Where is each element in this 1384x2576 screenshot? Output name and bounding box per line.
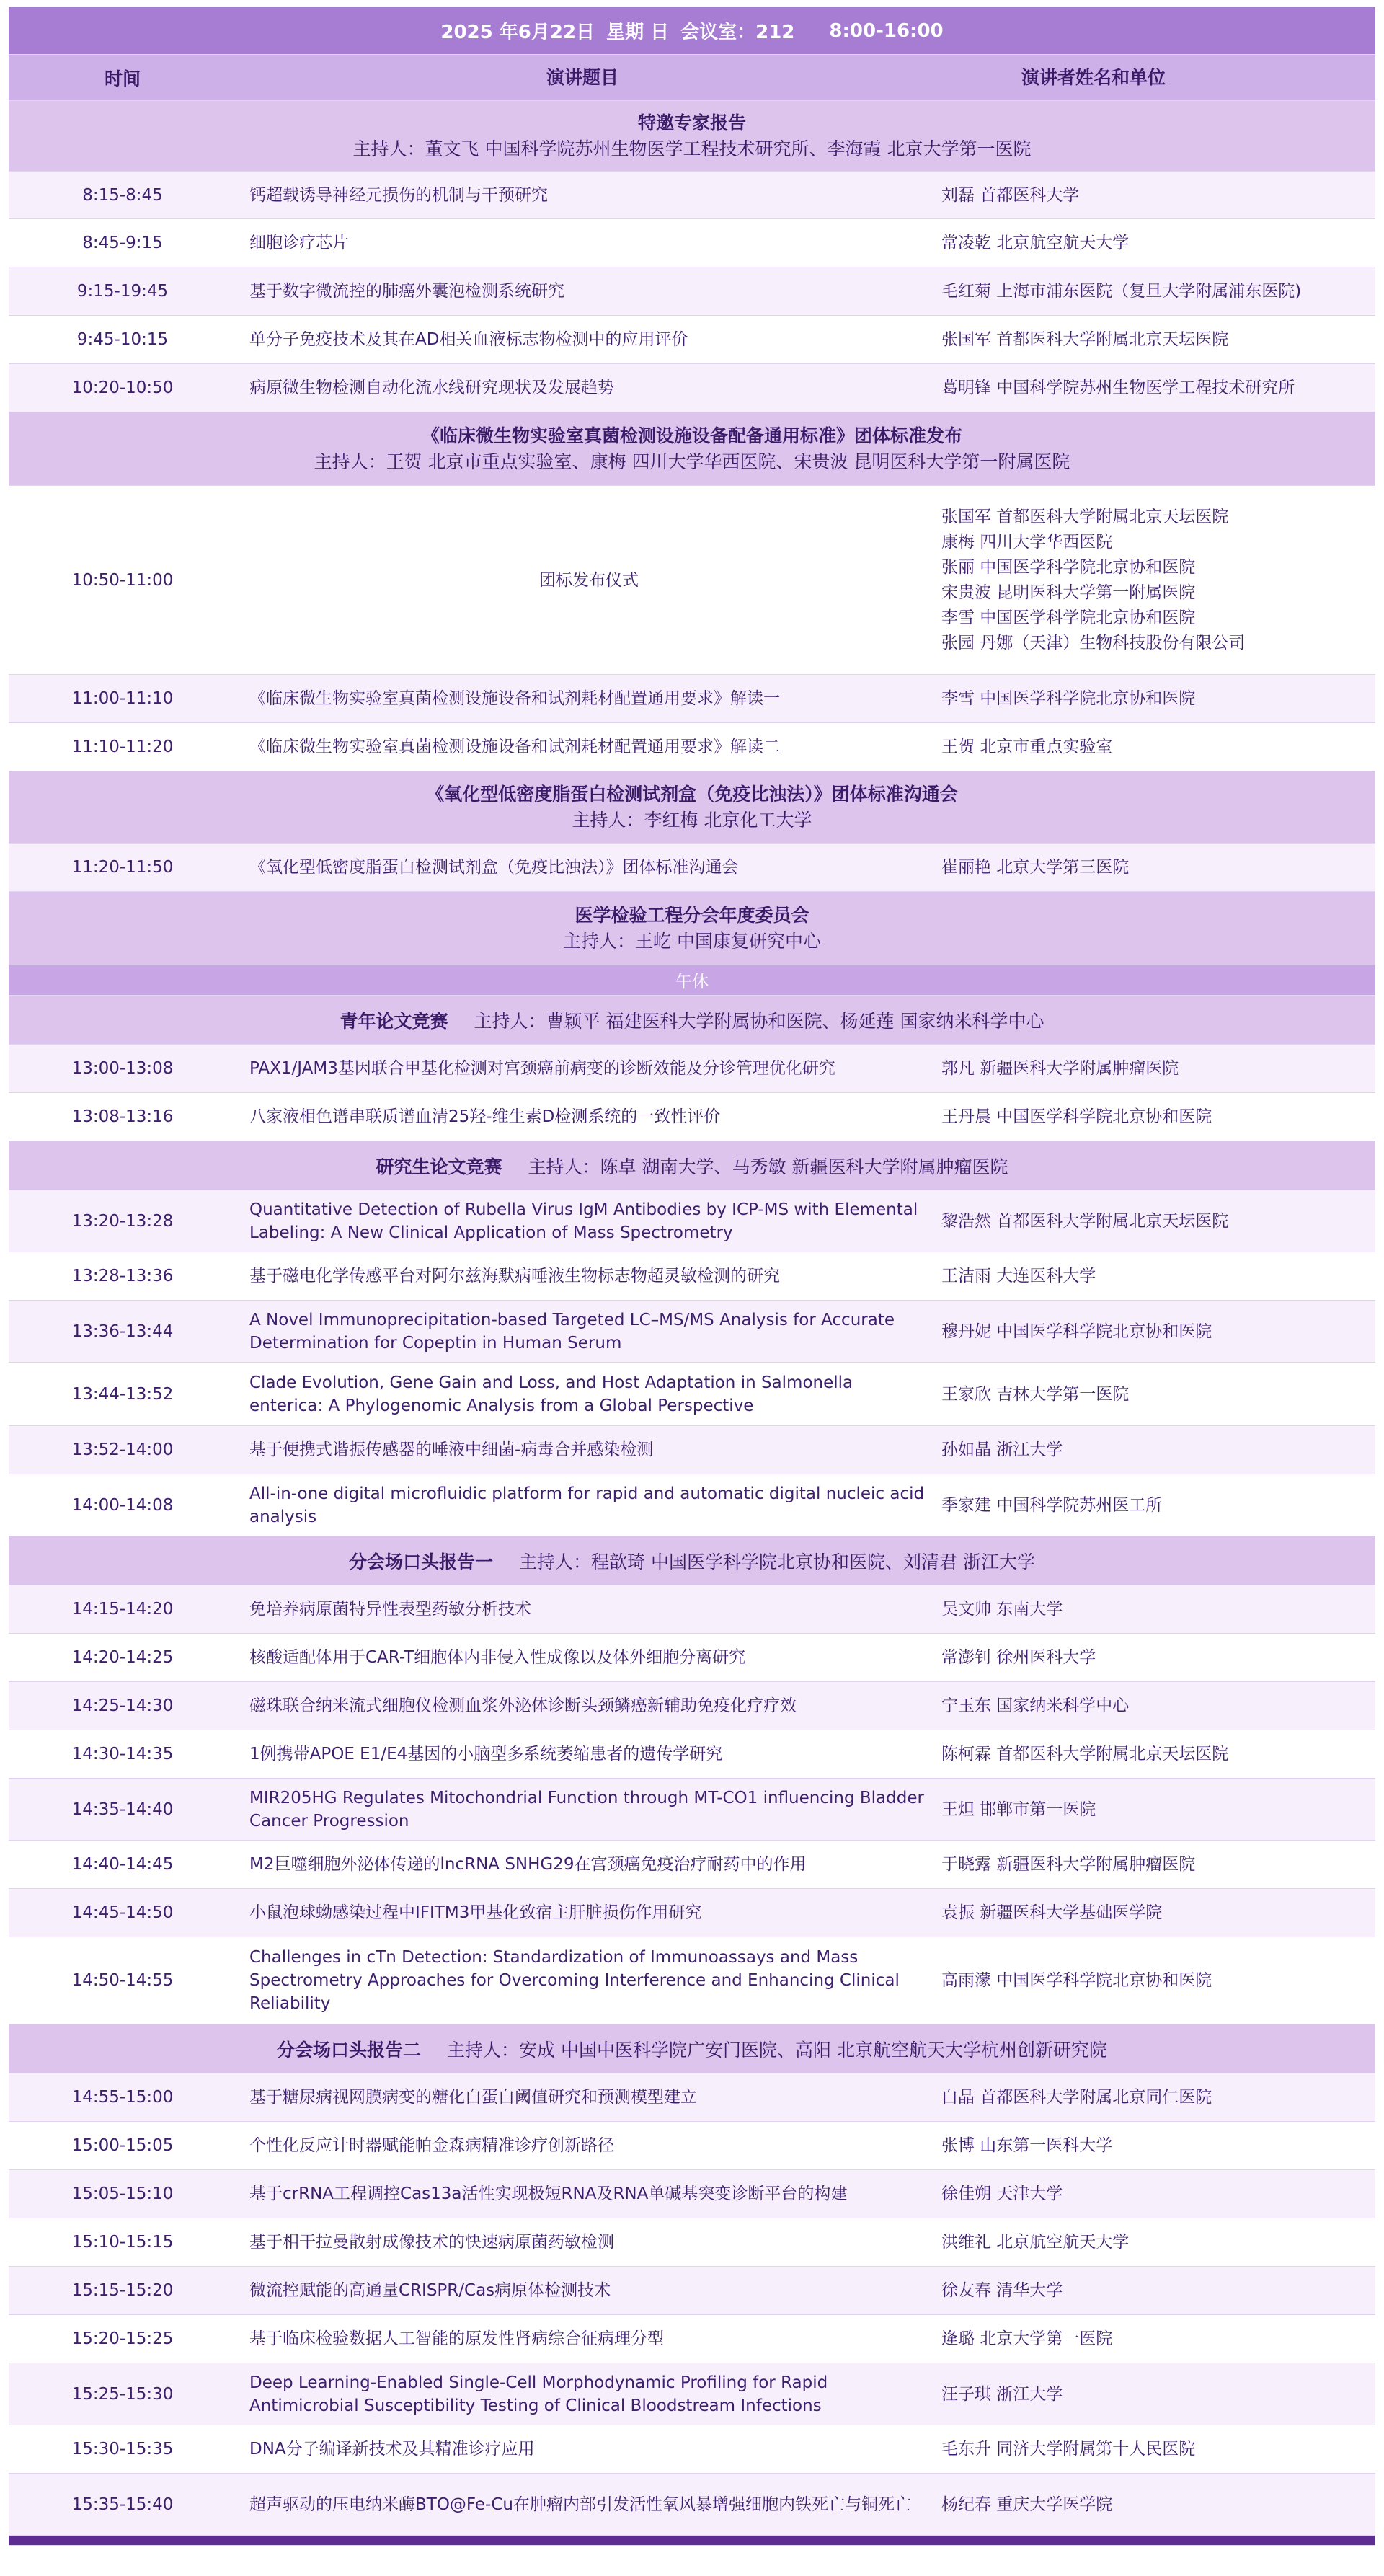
row-topic: 基于糖尿病视网膜病变的糖化白蛋白阈值研究和预测模型建立 xyxy=(249,2088,697,2107)
row-time: 13:08-13:16 xyxy=(71,1107,174,1126)
row-speaker: 黎浩然 首都医科大学附属北京天坛医院 xyxy=(941,1211,1229,1231)
session-weekday: 星期 日 xyxy=(606,22,670,43)
table-row xyxy=(9,2267,1375,2315)
table-row xyxy=(9,723,1375,771)
row-time: 10:20-10:50 xyxy=(71,379,174,397)
row-speaker: 袁振 新疆医科大学基础医学院 xyxy=(941,1903,1163,1922)
section-title: 医学检验工程分会年度委员会 xyxy=(575,904,809,926)
speaker-item: 康梅 四川大学华西医院 xyxy=(941,532,1113,552)
row-topic: 八家液相色谱串联质谱血清25羟-维生素D检测系统的一致性评价 xyxy=(249,1107,721,1126)
table-row xyxy=(9,364,1375,412)
row-speaker: 葛明锋 中国科学院苏州生物医学工程技术研究所 xyxy=(941,379,1295,397)
table-row xyxy=(9,2122,1375,2170)
row-speaker: 宁玉东 国家纳米科学中心 xyxy=(941,1696,1130,1715)
lunch-break-row xyxy=(9,965,1375,996)
row-time: 14:35-14:40 xyxy=(71,1800,174,1819)
table-row xyxy=(9,1426,1375,1474)
table-row xyxy=(9,1045,1375,1093)
row-speaker: 王贺 北京市重点实验室 xyxy=(941,738,1113,756)
row-time: 15:35-15:40 xyxy=(71,2495,174,2514)
row-time: 9:15-19:45 xyxy=(76,282,169,301)
session-time: 8:00-16:00 xyxy=(829,19,944,42)
row-topic: Deep Learning-Enabled Single-Cell Morphodynamic Profiling for Rapid Antimicrobial Susceptibility Testing of Clinical Bloodstream Infections xyxy=(249,2373,828,2415)
table-row xyxy=(9,1301,1375,1363)
table-row xyxy=(9,267,1375,316)
row-time: 9:45-10:15 xyxy=(76,330,169,349)
section-host: 主持人：王屹 中国康复研究中心 xyxy=(563,930,821,952)
row-topic: Challenges in cTn Detection: Standardization of Immunoassays and Mass Spectrometry Approaches for Overcoming Interference and Enhancing Clinical Reliability xyxy=(249,1948,900,2013)
row-time: 13:44-13:52 xyxy=(71,1384,174,1404)
row-speaker: 常澎钊 徐州医科大学 xyxy=(941,1648,1096,1667)
row-speaker: 张博 山东第一医科大学 xyxy=(941,2136,1113,2155)
row-topic: Quantitative Detection of Rubella Virus IgM Antibodies by ICP-MS with Elemental Labeling: A New Clinical Application of Mass Spectrometry xyxy=(249,1200,918,1242)
row-topic: 团标发布仪式 xyxy=(539,570,639,590)
row-speaker: 陈柯霖 首都医科大学附属北京天坛医院 xyxy=(941,1745,1229,1763)
row-time: 15:00-15:05 xyxy=(71,2136,174,2155)
schedule-title-bar xyxy=(9,7,1375,55)
row-topic: 1例携带APOE E1/E4基因的小脑型多系统萎缩患者的遗传学研究 xyxy=(249,1745,723,1763)
row-time: 11:20-11:50 xyxy=(71,858,174,877)
section-title: 青年论文竞赛 xyxy=(340,1010,448,1032)
table-row xyxy=(9,2073,1375,2122)
column-header-time: 时间 xyxy=(104,68,141,89)
row-topic: 基于数字微流控的肺癌外囊泡检测系统研究 xyxy=(249,282,564,301)
section-host: 主持人：李红梅 北京化工大学 xyxy=(572,809,812,831)
row-time: 13:20-13:28 xyxy=(71,1211,174,1231)
table-row xyxy=(9,1474,1375,1536)
table-row xyxy=(9,675,1375,723)
row-speaker: 孙如晶 浙江大学 xyxy=(941,1440,1063,1459)
row-speaker: 季家建 中国科学院苏州医工所 xyxy=(941,1495,1163,1515)
speaker-item: 张丽 中国医学科学院北京协和医院 xyxy=(941,557,1196,577)
row-topic: 基于临床检验数据人工智能的原发性肾病综合征病理分型 xyxy=(249,2329,664,2348)
section-host: 主持人：曹颖平 福建医科大学附属协和医院、杨延莲 国家纳米科学中心 xyxy=(474,1010,1044,1032)
row-topic: 《临床微生物实验室真菌检测设施设备和试剂耗材配置通用要求》解读二 xyxy=(249,738,780,756)
table-row xyxy=(9,1730,1375,1779)
row-time: 13:52-14:00 xyxy=(71,1440,174,1459)
row-time: 15:30-15:35 xyxy=(71,2440,174,2458)
table-row xyxy=(9,316,1375,364)
row-speaker: 白晶 首都医科大学附属北京同仁医院 xyxy=(941,2088,1212,2107)
row-time: 15:15-15:20 xyxy=(71,2281,174,2300)
column-header-speaker: 演讲者姓名和单位 xyxy=(1021,66,1166,88)
table-row xyxy=(9,1937,1375,2024)
row-topic: 超声驱动的压电纳米酶BTO@Fe-Cu在肿瘤内部引发活性氧风暴增强细胞内铁死亡与铜死亡 xyxy=(249,2495,911,2514)
column-header-topic: 演讲题目 xyxy=(546,66,618,88)
row-speaker: 高雨濛 中国医学科学院北京协和医院 xyxy=(941,1971,1212,1990)
row-topic: 微流控赋能的高通量CRISPR/Cas病原体检测技术 xyxy=(249,2281,611,2300)
table-row xyxy=(9,2315,1375,2363)
row-time: 15:25-15:30 xyxy=(71,2384,174,2404)
row-topic: A Novel Immunoprecipitation-based Targeted LC–MS/MS Analysis for Accurate Determination for Copeptin in Human Serum xyxy=(249,1310,895,1353)
row-topic: 基于crRNA工程调控Cas13a活性实现极短RNA及RNA单碱基突变诊断平台的构建 xyxy=(249,2185,848,2203)
row-time: 15:20-15:25 xyxy=(71,2329,174,2348)
table-row xyxy=(9,219,1375,267)
row-topic: 《临床微生物实验室真菌检测设施设备和试剂耗材配置通用要求》解读一 xyxy=(249,689,780,708)
section-standard1 xyxy=(9,412,1375,486)
schedule-table xyxy=(9,7,1375,2546)
row-speaker: 毛红菊 上海市浦东医院（复旦大学附属浦东医院) xyxy=(941,282,1302,301)
table-row xyxy=(9,2474,1375,2536)
row-topic: 核酸适配体用于CAR-T细胞体内非侵入性成像以及体外细胞分离研究 xyxy=(249,1648,746,1667)
row-time: 15:05-15:10 xyxy=(71,2185,174,2203)
speaker-item: 张国军 首都医科大学附属北京天坛医院 xyxy=(941,507,1229,526)
table-row xyxy=(9,2363,1375,2425)
row-time: 11:10-11:20 xyxy=(71,738,174,756)
row-topic: 钙超载诱导神经元损伤的机制与干预研究 xyxy=(249,185,548,205)
row-topic: 磁珠联合纳米流式细胞仪检测血浆外泌体诊断头颈鳞癌新辅助免疫化疗疗效 xyxy=(249,1696,797,1715)
row-time: 13:28-13:36 xyxy=(71,1267,174,1285)
row-time: 13:36-13:44 xyxy=(71,1322,174,1341)
table-row xyxy=(9,2170,1375,2218)
section-host: 主持人：安成 中国中医科学院广安门医院、高阳 北京航空航天大学杭州创新研究院 xyxy=(447,2039,1107,2061)
table-row xyxy=(9,1585,1375,1634)
row-topic: 基于相干拉曼散射成像技术的快速病原菌药敏检测 xyxy=(249,2233,614,2252)
section-host: 主持人：程歆琦 中国医学科学院北京协和医院、刘清君 浙江大学 xyxy=(519,1551,1035,1572)
row-time: 14:45-14:50 xyxy=(71,1903,174,1922)
section-standard2 xyxy=(9,771,1375,844)
row-topic: 病原微生物检测自动化流水线研究现状及发展趋势 xyxy=(249,379,614,397)
row-speaker: 于晓露 新疆医科大学附属肿瘤医院 xyxy=(941,1855,1196,1874)
row-speaker: 郭凡 新疆医科大学附属肿瘤医院 xyxy=(941,1059,1179,1078)
table-row xyxy=(9,1779,1375,1841)
row-speaker: 逄璐 北京大学第一医院 xyxy=(941,2329,1113,2348)
table-row xyxy=(9,1363,1375,1426)
row-topic: 《氧化型低密度脂蛋白检测试剂盒（免疫比浊法）》团体标准沟通会 xyxy=(249,858,739,877)
row-speaker: 吴文帅 东南大学 xyxy=(941,1600,1063,1619)
row-speaker: 王洁雨 大连医科大学 xyxy=(941,1267,1096,1285)
section-host: 主持人：王贺 北京市重点实验室、康梅 四川大学华西医院、宋贵波 昆明医科大学第一附属医院 xyxy=(314,451,1070,472)
row-speaker: 王家欣 吉林大学第一医院 xyxy=(941,1384,1130,1404)
bottom-bar xyxy=(9,2536,1375,2546)
row-speaker: 王丹晨 中国医学科学院北京协和医院 xyxy=(941,1107,1212,1126)
row-topic: 免培养病原菌特异性表型药敏分析技术 xyxy=(249,1600,531,1619)
row-speaker: 张国军 首都医科大学附属北京天坛医院 xyxy=(941,330,1229,349)
table-row xyxy=(9,1682,1375,1730)
session-room: 会议室：212 xyxy=(680,22,795,43)
section-grad xyxy=(9,1141,1375,1190)
section-title: 《氧化型低密度脂蛋白检测试剂盒（免疫比浊法）》团体标准沟通会 xyxy=(426,783,958,805)
row-time: 14:40-14:45 xyxy=(71,1855,174,1874)
row-time: 14:15-14:20 xyxy=(71,1600,174,1619)
row-topic: 小鼠泡球蚴感染过程中IFITM3甲基化致宿主肝脏损伤作用研究 xyxy=(249,1903,702,1922)
row-topic: PAX1/JAM3基因联合甲基化检测对宫颈癌前病变的诊断效能及分诊管理优化研究 xyxy=(249,1059,835,1078)
table-row xyxy=(9,172,1375,219)
section-oral2 xyxy=(9,2024,1375,2073)
section-title: 研究生论文竞赛 xyxy=(376,1156,502,1177)
row-time: 10:50-11:00 xyxy=(71,570,174,590)
row-topic: 单分子免疫技术及其在AD相关血液标志物检测中的应用评价 xyxy=(249,330,688,349)
row-speaker: 李雪 中国医学科学院北京协和医院 xyxy=(941,689,1196,708)
row-time: 14:30-14:35 xyxy=(71,1745,174,1763)
row-time: 14:25-14:30 xyxy=(71,1696,174,1715)
table-row xyxy=(9,1252,1375,1301)
row-time: 14:20-14:25 xyxy=(71,1648,174,1667)
row-speaker: 毛东升 同济大学附属第十人民医院 xyxy=(941,2440,1196,2458)
row-time: 14:50-14:55 xyxy=(71,1971,174,1990)
section-host: 主持人：陈卓 湖南大学、马秀敏 新疆医科大学附属肿瘤医院 xyxy=(528,1156,1008,1177)
row-time: 13:00-13:08 xyxy=(71,1059,174,1078)
section-title: 特邀专家报告 xyxy=(637,112,746,133)
row-topic: 基于便携式谐振传感器的唾液中细菌-病毒合并感染检测 xyxy=(249,1440,654,1459)
row-speaker: 汪子琪 浙江大学 xyxy=(941,2384,1063,2404)
table-row xyxy=(9,2425,1375,2474)
session-date: 2025 年6月22日 xyxy=(440,22,595,43)
row-speaker: 常凌乾 北京航空航天大学 xyxy=(941,234,1130,252)
row-topic: M2巨噬细胞外泌体传递的lncRNA SNHG29在宫颈癌免疫治疗耐药中的作用 xyxy=(249,1855,807,1874)
section-title: 分会场口头报告一 xyxy=(349,1551,494,1572)
row-speaker: 杨纪春 重庆大学医学院 xyxy=(941,2495,1113,2514)
row-speaker: 穆丹妮 中国医学科学院北京协和医院 xyxy=(941,1322,1212,1341)
row-topic: MIR205HG Regulates Mitochondrial Function through MT-CO1 influencing Bladder Cancer Progression xyxy=(249,1788,924,1831)
row-speaker: 刘磊 首都医科大学 xyxy=(941,185,1080,205)
speaker-item: 李雪 中国医学科学院北京协和医院 xyxy=(941,608,1196,627)
section-title: 分会场口头报告二 xyxy=(277,2039,422,2061)
row-topic: DNA分子编译新技术及其精准诊疗应用 xyxy=(249,2440,535,2458)
row-time: 8:45-9:15 xyxy=(82,234,163,252)
row-time: 15:10-15:15 xyxy=(71,2233,174,2252)
row-topic: 基于磁电化学传感平台对阿尔兹海默病唾液生物标志物超灵敏检测的研究 xyxy=(249,1267,780,1285)
row-speaker-list xyxy=(939,505,1375,656)
section-committee xyxy=(9,892,1375,965)
row-speaker: 徐佳朔 天津大学 xyxy=(941,2185,1063,2203)
section-title: 《临床微生物实验室真菌检测设施设备配备通用标准》团体标准发布 xyxy=(421,425,962,446)
row-speaker: 徐友春 清华大学 xyxy=(941,2281,1063,2300)
row-speaker: 王炟 邯郸市第一医院 xyxy=(941,1800,1096,1819)
table-row xyxy=(9,1841,1375,1889)
speaker-item: 宋贵波 昆明医科大学第一附属医院 xyxy=(941,583,1196,602)
row-topic: 细胞诊疗芯片 xyxy=(249,234,349,252)
column-header-row xyxy=(9,55,1375,101)
section-oral1 xyxy=(9,1536,1375,1585)
row-topic: All-in-one digital microfluidic platform for rapid and automatic digital nucleic acid analysis xyxy=(249,1484,925,1526)
speaker-item: 张园 丹娜（天津）生物科技股份有限公司 xyxy=(941,633,1246,652)
table-row xyxy=(9,1190,1375,1252)
row-topic: Clade Evolution, Gene Gain and Loss, and Host Adaptation in Salmonella enterica: A Phylogenomic Analysis from a Global Perspective xyxy=(249,1373,853,1415)
table-row xyxy=(9,1889,1375,1937)
table-row xyxy=(9,2218,1375,2267)
table-row xyxy=(9,1634,1375,1682)
row-time: 14:00-14:08 xyxy=(71,1495,174,1515)
row-time: 8:15-8:45 xyxy=(82,185,163,205)
section-youth xyxy=(9,996,1375,1045)
table-row xyxy=(9,844,1375,892)
row-time: 11:00-11:10 xyxy=(71,689,174,708)
row-time: 14:55-15:00 xyxy=(71,2088,174,2107)
row-topic: 个性化反应计时器赋能帕金森病精准诊疗创新路径 xyxy=(249,2136,614,2155)
section-host: 主持人：董文飞 中国科学院苏州生物医学工程技术研究所、李海霞 北京大学第一医院 xyxy=(352,138,1032,159)
row-speaker: 洪维礼 北京航空航天大学 xyxy=(941,2233,1130,2252)
row-speaker: 崔丽艳 北京大学第三医院 xyxy=(941,858,1130,877)
section-invited xyxy=(9,101,1375,172)
lunch-break-label: 午休 xyxy=(675,973,709,991)
table-row xyxy=(9,1093,1375,1141)
table-row-ceremony xyxy=(9,486,1375,675)
